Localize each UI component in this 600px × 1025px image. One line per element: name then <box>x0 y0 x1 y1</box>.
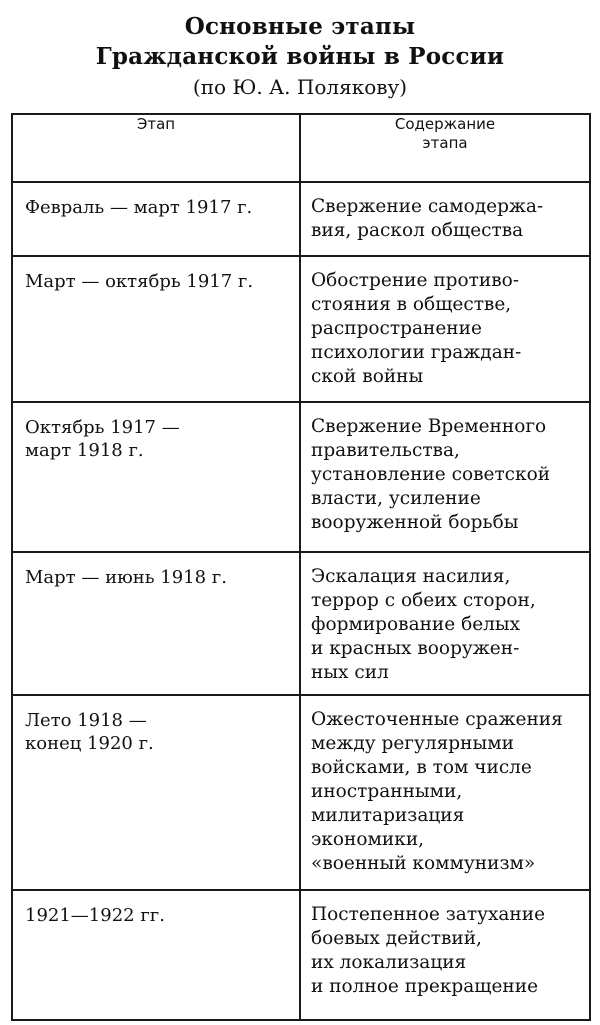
content-line: формирование белых <box>311 614 521 635</box>
content-cell <box>300 256 590 402</box>
header-content-line-1: Содержание <box>394 115 496 133</box>
content-line: Свержение Временного <box>311 416 547 437</box>
content-cell <box>300 552 590 695</box>
content-line: Постепенное затухание <box>311 904 546 925</box>
period-cell <box>12 182 300 256</box>
period-line: Лето 1918 — <box>25 710 147 731</box>
content-line: экономики, <box>311 829 425 850</box>
content-line: «военный коммунизм» <box>311 853 536 874</box>
period-line: Март — октябрь 1917 г. <box>25 271 254 292</box>
content-line: психологии граждан- <box>311 342 522 363</box>
content-cell <box>300 695 590 890</box>
period-line: Октябрь 1917 — <box>25 417 180 438</box>
table-row <box>12 256 590 402</box>
content-line: стояния в обществе, <box>311 294 512 315</box>
title-line-1: Основные этапы <box>184 13 416 40</box>
table-row <box>12 552 590 695</box>
content-line: вия, раскол общества <box>311 220 524 241</box>
content-line: войсками, в том числе <box>311 757 532 778</box>
period-line: Март — июнь 1918 г. <box>25 567 227 588</box>
period-line: Февраль — март 1917 г. <box>25 197 253 218</box>
content-cell <box>300 182 590 256</box>
content-line: между регулярными <box>311 733 514 754</box>
content-cell <box>300 890 590 1020</box>
period-cell <box>12 552 300 695</box>
content-line: их локализация <box>311 952 467 973</box>
header-stage-label: Этап <box>136 115 176 133</box>
table-row <box>12 402 590 552</box>
period-cell <box>12 890 300 1020</box>
table-row <box>12 890 590 1020</box>
header-stage <box>12 114 300 182</box>
content-line: боевых действий, <box>311 928 482 949</box>
content-line: Эскалация насилия, <box>311 566 511 587</box>
content-cell <box>300 402 590 552</box>
content-line: иностранными, <box>311 781 463 802</box>
title-line-2: Гражданской войны в России <box>95 43 505 70</box>
stages-table <box>11 113 591 1021</box>
content-line: вооруженной борьбы <box>311 512 519 533</box>
content-line: террор с обеих сторон, <box>311 590 536 611</box>
content-line: Ожесточенные сражения <box>311 709 563 730</box>
content-line: ской войны <box>311 366 424 387</box>
content-line: правительства, <box>311 440 460 461</box>
header-content <box>300 114 590 182</box>
table-row <box>12 182 590 256</box>
table-header-row <box>12 114 590 182</box>
content-line: власти, усиление <box>311 488 481 509</box>
content-line: ных сил <box>311 662 389 683</box>
period-line: 1921—1922 гг. <box>25 905 165 926</box>
period-line: март 1918 г. <box>25 440 144 461</box>
content-line: Обострение противо- <box>311 270 519 291</box>
document-title <box>0 12 600 100</box>
content-line: и красных вооружен- <box>311 638 520 659</box>
title-author-line: (по Ю. А. Полякову) <box>192 75 408 99</box>
content-line: и полное прекращение <box>311 976 539 997</box>
table-row <box>12 695 590 890</box>
content-line: Свержение самодержа- <box>311 196 544 217</box>
period-cell <box>12 256 300 402</box>
period-cell <box>12 695 300 890</box>
content-line: распространение <box>311 318 482 339</box>
content-line: установление советской <box>311 464 551 485</box>
content-line: милитаризация <box>311 805 465 826</box>
period-cell <box>12 402 300 552</box>
header-content-line-2: этапа <box>422 134 468 152</box>
period-line: конец 1920 г. <box>25 733 154 754</box>
